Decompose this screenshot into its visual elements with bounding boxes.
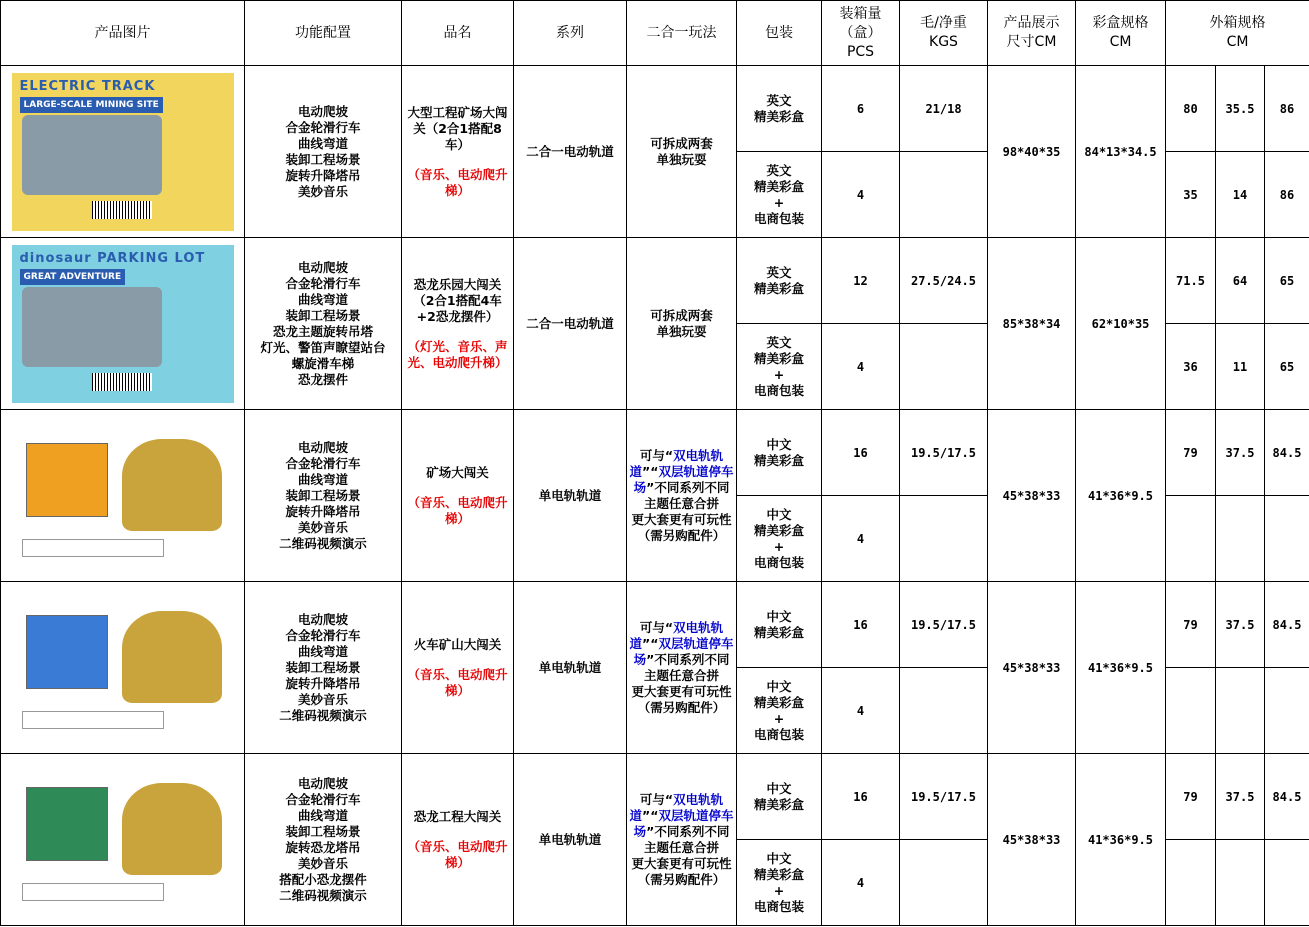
- outer-width-cell: [1216, 496, 1265, 582]
- product-name: 矿场大闯关: [426, 464, 489, 480]
- name-cell: [402, 582, 514, 754]
- display-size-cell: 85*38*34: [988, 238, 1076, 410]
- packaging-cell: 中文 精美彩盒 + 电商包装: [737, 668, 822, 754]
- thumbnail-subtitle: LARGE-SCALE MINING SITE: [20, 97, 163, 113]
- outer-width-cell: 37.5: [1216, 582, 1265, 668]
- weight-cell: 19.5/17.5: [900, 410, 988, 496]
- product-image: [1, 754, 245, 926]
- packaging-cell: 中文 精美彩盒: [737, 754, 822, 840]
- play-text: ”不同系列不同主题任意合拼 更大套更有可玩性 （需另购配件）: [631, 479, 732, 543]
- product-thumbnail: [12, 417, 234, 575]
- product-thumbnail: [12, 73, 234, 231]
- play-text: ”不同系列不同主题任意合拼 更大套更有可玩性 （需另购配件）: [631, 823, 732, 887]
- header-outer: 外箱规格 CM: [1166, 1, 1309, 66]
- play-text: ”“: [642, 635, 659, 651]
- packaging-cell: 中文 精美彩盒: [737, 410, 822, 496]
- outer-width-cell: [1216, 840, 1265, 926]
- header-name: 品名: [402, 1, 514, 66]
- packaging-cell: 英文 精美彩盒 + 电商包装: [737, 152, 822, 238]
- product-image: [1, 238, 245, 410]
- product-name: 火车矿山大闯关: [413, 636, 502, 652]
- outer-length-cell: 36: [1166, 324, 1216, 410]
- product-name-note: （音乐、电动爬升梯）: [407, 666, 508, 698]
- spec-mini-table-illustration: [22, 711, 164, 729]
- header-colorbox: 彩盒规格 CM: [1076, 1, 1166, 66]
- header-play: 二合一玩法: [627, 1, 737, 66]
- product-image: [1, 410, 245, 582]
- outer-width-cell: 14: [1216, 152, 1265, 238]
- outer-height-cell: 65: [1265, 324, 1309, 410]
- product-name-note: （灯光、音乐、声光、电动爬升梯）: [407, 338, 508, 370]
- header-weight: 毛/净重 KGS: [900, 1, 988, 66]
- outer-length-cell: 79: [1166, 582, 1216, 668]
- table-row: [1, 66, 1309, 152]
- play-cell: 可拆成两套 单独玩耍: [627, 238, 737, 410]
- playset-illustration: [122, 611, 222, 703]
- packaging-cell: 英文 精美彩盒: [737, 66, 822, 152]
- weight-cell: [900, 152, 988, 238]
- outer-length-cell: 79: [1166, 410, 1216, 496]
- display-size-cell: 45*38*33: [988, 754, 1076, 926]
- qty-cell: 16: [822, 410, 900, 496]
- colorbox-size-cell: 41*36*9.5: [1076, 582, 1166, 754]
- barcode-icon: [92, 373, 152, 391]
- playset-illustration: [22, 115, 162, 195]
- play-text: 可与“: [639, 791, 674, 807]
- outer-height-cell: 84.5: [1265, 754, 1309, 840]
- weight-cell: 27.5/24.5: [900, 238, 988, 324]
- series-cell: 二合一电动轨道: [514, 238, 627, 410]
- features-cell: 电动爬坡 合金轮滑行车 曲线弯道 装卸工程场景 旋转升降塔吊 美妙音乐 二维码视频演示: [245, 410, 402, 582]
- weight-cell: [900, 496, 988, 582]
- outer-width-cell: 64: [1216, 238, 1265, 324]
- header-row: [1, 1, 1309, 66]
- play-text: ”“: [642, 807, 659, 823]
- play-text: ”不同系列不同主题任意合拼 更大套更有可玩性 （需另购配件）: [631, 651, 732, 715]
- qty-cell: 16: [822, 754, 900, 840]
- qty-cell: 6: [822, 66, 900, 152]
- colorbox-size-cell: 41*36*9.5: [1076, 754, 1166, 926]
- product-thumbnail: [12, 589, 234, 747]
- header-display: 产品展示 尺寸CM: [988, 1, 1076, 66]
- play-cell: 可拆成两套 单独玩耍: [627, 66, 737, 238]
- weight-cell: [900, 668, 988, 754]
- play-text: 双电轨轨道: [629, 447, 724, 479]
- outer-length-cell: 71.5: [1166, 238, 1216, 324]
- spec-mini-table-illustration: [22, 539, 164, 557]
- thumbnail-title: dinosaur PARKING LOT: [19, 250, 206, 266]
- play-text: 可与“: [639, 619, 674, 635]
- table-row: [1, 238, 1309, 324]
- outer-width-cell: 35.5: [1216, 66, 1265, 152]
- outer-height-cell: 84.5: [1265, 582, 1309, 668]
- play-cell: [627, 582, 737, 754]
- product-name: 恐龙工程大闯关: [413, 808, 502, 824]
- features-cell: 电动爬坡 合金轮滑行车 曲线弯道 装卸工程场景 旋转升降塔吊 美妙音乐 二维码视频演示: [245, 582, 402, 754]
- outer-height-cell: 86: [1265, 66, 1309, 152]
- outer-width-cell: 37.5: [1216, 410, 1265, 496]
- colorbox-size-cell: 41*36*9.5: [1076, 410, 1166, 582]
- package-box-illustration: [26, 443, 108, 517]
- outer-length-cell: [1166, 840, 1216, 926]
- name-cell: [402, 410, 514, 582]
- barcode-icon: [92, 201, 152, 219]
- table-row: [1, 754, 1309, 840]
- table-row: [1, 582, 1309, 668]
- outer-height-cell: 84.5: [1265, 410, 1309, 496]
- product-thumbnail: [12, 245, 234, 403]
- outer-width-cell: [1216, 668, 1265, 754]
- qty-cell: 4: [822, 668, 900, 754]
- qty-cell: 4: [822, 840, 900, 926]
- table-row: [1, 410, 1309, 496]
- package-box-illustration: [26, 615, 108, 689]
- colorbox-size-cell: 84*13*34.5: [1076, 66, 1166, 238]
- display-size-cell: 45*38*33: [988, 410, 1076, 582]
- header-qty: 装箱量 （盒） PCS: [822, 1, 900, 66]
- qty-cell: 4: [822, 496, 900, 582]
- series-cell: 单电轨轨道: [514, 582, 627, 754]
- weight-cell: 19.5/17.5: [900, 754, 988, 840]
- qty-cell: 4: [822, 152, 900, 238]
- packaging-cell: 英文 精美彩盒: [737, 238, 822, 324]
- colorbox-size-cell: 62*10*35: [1076, 238, 1166, 410]
- playset-illustration: [122, 439, 222, 531]
- thumbnail-subtitle: GREAT ADVENTURE: [20, 269, 126, 285]
- play-cell: [627, 410, 737, 582]
- weight-cell: [900, 840, 988, 926]
- outer-height-cell: 65: [1265, 238, 1309, 324]
- outer-length-cell: 35: [1166, 152, 1216, 238]
- qty-cell: 12: [822, 238, 900, 324]
- outer-length-cell: 80: [1166, 66, 1216, 152]
- packaging-cell: 中文 精美彩盒: [737, 582, 822, 668]
- product-name: 大型工程矿场大闯关（2合1搭配8车）: [407, 104, 508, 152]
- header-image: 产品图片: [1, 1, 245, 66]
- features-cell: 电动爬坡 合金轮滑行车 曲线弯道 装卸工程场景 恐龙主题旋转吊塔 灯光、警笛声瞭望站台 螺旋滑车梯 恐龙摆件: [245, 238, 402, 410]
- weight-cell: 19.5/17.5: [900, 582, 988, 668]
- play-text: 双层轨道停车场: [633, 463, 734, 495]
- packaging-cell: 中文 精美彩盒 + 电商包装: [737, 840, 822, 926]
- play-text: 可与“: [639, 447, 674, 463]
- outer-height-cell: [1265, 668, 1309, 754]
- display-size-cell: 98*40*35: [988, 66, 1076, 238]
- header-features: 功能配置: [245, 1, 402, 66]
- name-cell: [402, 66, 514, 238]
- outer-length-cell: 79: [1166, 754, 1216, 840]
- weight-cell: [900, 324, 988, 410]
- outer-height-cell: [1265, 496, 1309, 582]
- play-text: ”“: [642, 463, 659, 479]
- playset-illustration: [22, 287, 162, 367]
- play-cell: [627, 754, 737, 926]
- play-text: 双层轨道停车场: [633, 807, 734, 839]
- product-name-note: （音乐、电动爬升梯）: [407, 166, 508, 198]
- qty-cell: 4: [822, 324, 900, 410]
- play-text: 双电轨轨道: [629, 791, 724, 823]
- features-cell: 电动爬坡 合金轮滑行车 曲线弯道 装卸工程场景 旋转恐龙塔吊 美妙音乐 搭配小恐龙摆件 二维码视频演示: [245, 754, 402, 926]
- thumbnail-title: ELECTRIC TRACK: [19, 78, 156, 94]
- playset-illustration: [122, 783, 222, 875]
- features-cell: 电动爬坡 合金轮滑行车 曲线弯道 装卸工程场景 旋转升降塔吊 美妙音乐: [245, 66, 402, 238]
- weight-cell: 21/18: [900, 66, 988, 152]
- qty-cell: 16: [822, 582, 900, 668]
- packaging-cell: 英文 精美彩盒 + 电商包装: [737, 324, 822, 410]
- name-cell: [402, 238, 514, 410]
- product-image: [1, 66, 245, 238]
- outer-length-cell: [1166, 496, 1216, 582]
- product-image: [1, 582, 245, 754]
- table-body: [1, 66, 1309, 926]
- product-name-note: （音乐、电动爬升梯）: [407, 494, 508, 526]
- outer-height-cell: [1265, 840, 1309, 926]
- header-series: 系列: [514, 1, 627, 66]
- series-cell: 单电轨轨道: [514, 410, 627, 582]
- packaging-cell: 中文 精美彩盒 + 电商包装: [737, 496, 822, 582]
- package-box-illustration: [26, 787, 108, 861]
- series-cell: 二合一电动轨道: [514, 66, 627, 238]
- product-name: 恐龙乐园大闯关（2合1搭配4车+2恐龙摆件）: [413, 276, 502, 324]
- series-cell: 单电轨轨道: [514, 754, 627, 926]
- outer-length-cell: [1166, 668, 1216, 754]
- play-text: 双电轨轨道: [629, 619, 724, 651]
- display-size-cell: 45*38*33: [988, 582, 1076, 754]
- outer-width-cell: 37.5: [1216, 754, 1265, 840]
- spec-mini-table-illustration: [22, 883, 164, 901]
- product-thumbnail: [12, 761, 234, 919]
- outer-width-cell: 11: [1216, 324, 1265, 410]
- product-name-note: （音乐、电动爬升梯）: [407, 838, 508, 870]
- header-packaging: 包装: [737, 1, 822, 66]
- name-cell: [402, 754, 514, 926]
- outer-height-cell: 86: [1265, 152, 1309, 238]
- play-text: 双层轨道停车场: [633, 635, 734, 667]
